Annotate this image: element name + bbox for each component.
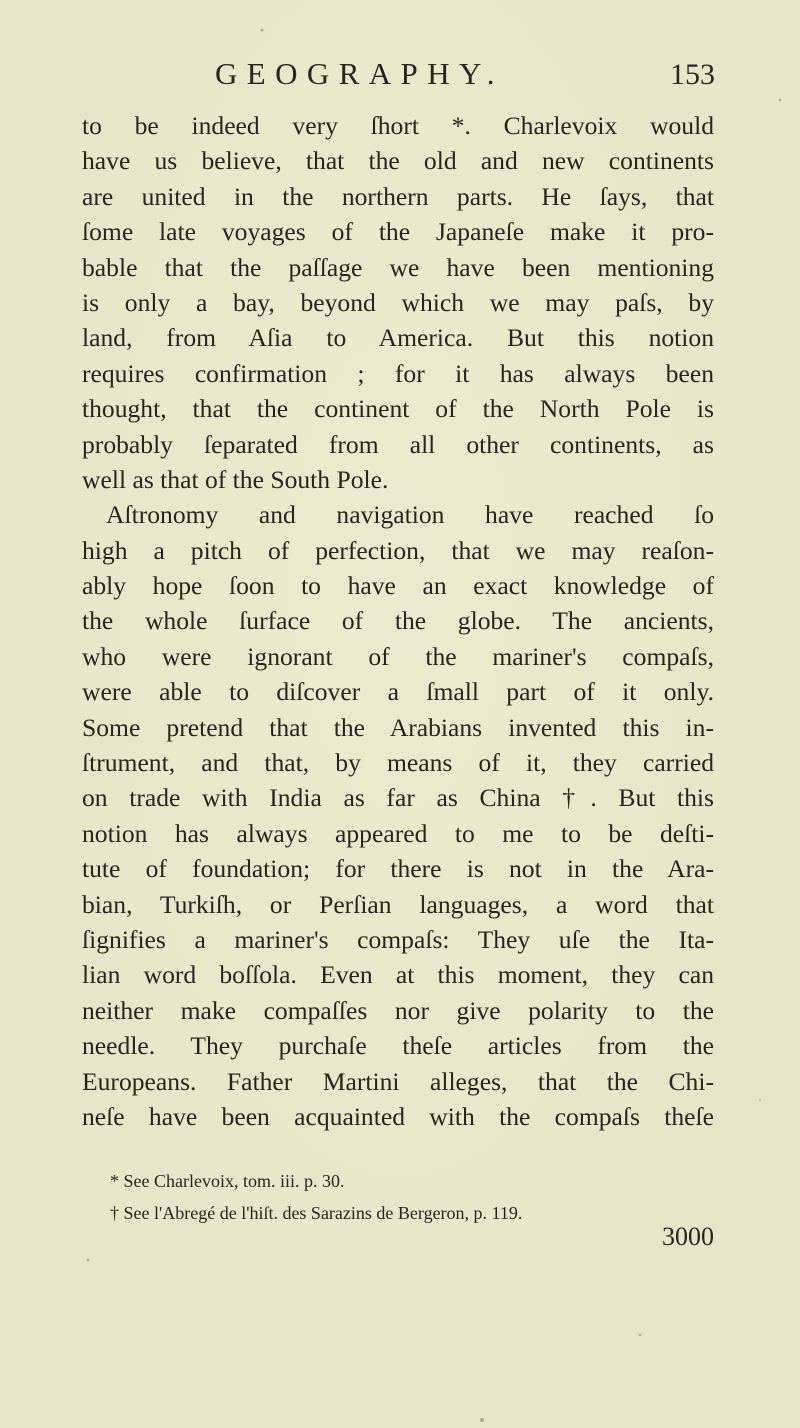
text-line: notion has always appeared to me to be deſti- [82, 818, 714, 848]
text-line: ſome late voyages of the Japaneſe make it pro- [82, 217, 714, 247]
text-line: Some pretend that the Arabians invented this in- [82, 712, 714, 742]
running-head [215, 56, 715, 96]
catchword: 3000 [662, 1222, 714, 1251]
text-line: is only a bay, beyond which we may paſs, by [82, 287, 714, 317]
paper-speck [87, 1259, 90, 1262]
text-line: high a pitch of perfection, that we may reaſon- [82, 535, 714, 565]
text-line: who were ignorant of the mariner's compaſs, [82, 641, 714, 671]
text-line: probably ſeparated from all other continents, as [82, 429, 714, 459]
text-line: the whole ſurface of the globe. The ancients, [82, 606, 714, 636]
text-line: Aſtronomy and navigation have reached ſo [106, 500, 714, 530]
footnote: * See Charlevoix, tom. iii. p. 30. [110, 1171, 345, 1191]
text-line: lian word boſſola. Even at this moment, they can [82, 960, 714, 990]
text-line: ſtrument, and that, by means of it, they carried [82, 748, 714, 778]
text-line: land, from Aſia to America. But this notion [82, 323, 714, 353]
text-line: neſe have been acquainted with the compaſs theſe [82, 1101, 714, 1131]
text-line: Europeans. Father Martini alleges, that the Chi- [82, 1066, 714, 1096]
paper-speck [261, 29, 264, 32]
text-line: on trade with India as far as China †. But this [82, 783, 714, 813]
running-title: GEOGRAPHY. [215, 56, 504, 91]
text-line: ſignifies a mariner's compaſs: They uſe the Ita- [82, 924, 714, 954]
text-line: tute of foundation; for there is not in the Ara- [82, 854, 714, 884]
body-text [82, 108, 714, 1134]
text-line: to be indeed very ſhort *. Charlevoix would [82, 111, 714, 140]
text-line: bian, Turkiſh, or Perſian languages, a word that [82, 889, 714, 919]
paper-speck [779, 99, 781, 101]
text-line: well as that of the South Pole. [82, 464, 389, 494]
text-line: have us believe, that the old and new continents [82, 146, 714, 176]
text-line: are united in the northern parts. He ſays, that [82, 181, 714, 211]
text-line: bable that the paſſage we have been mentioning [82, 252, 714, 282]
text-line: needle. They purchaſe theſe articles from the [82, 1031, 714, 1061]
paper-speck [759, 1099, 761, 1101]
page-number: 153 [670, 58, 715, 91]
text-line: thought, that the continent of the North Pole is [82, 394, 714, 424]
text-line: neither make compaſſes nor give polarity to the [82, 995, 714, 1025]
footnotes [110, 1165, 720, 1229]
footnote: † See l'Abregé de l'hiſt. des Sarazins de Bergeron, p. 119. [110, 1203, 523, 1223]
paper-speck [480, 1418, 484, 1422]
text-line: were able to diſcover a ſmall part of it only. [82, 677, 714, 707]
text-line: ably hope ſoon to have an exact knowledge of [82, 571, 714, 601]
paper-speck [639, 1334, 642, 1337]
text-line: requires confirmation ; for it has always been [82, 358, 714, 388]
